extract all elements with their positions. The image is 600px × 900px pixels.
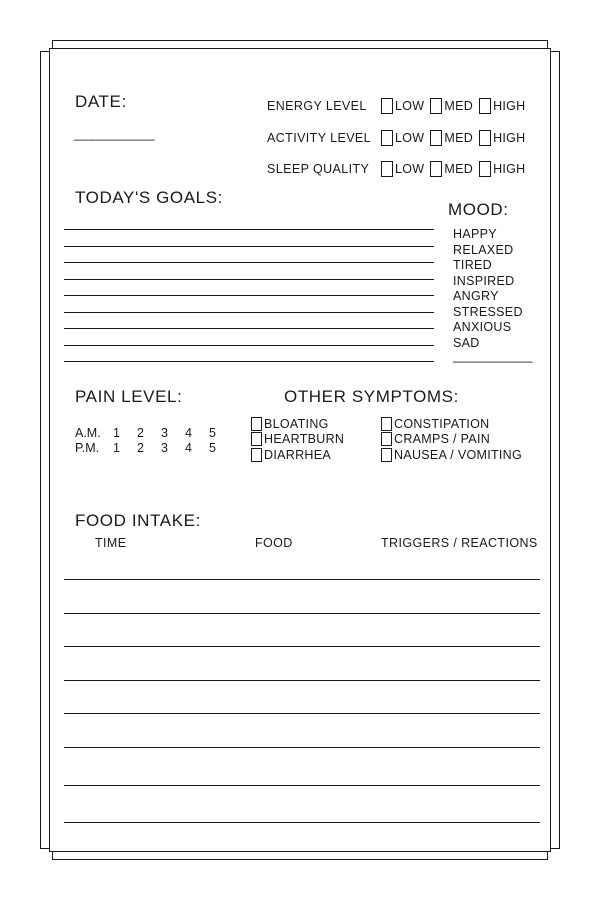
pain-value[interactable]: 2 — [137, 441, 144, 455]
checkbox[interactable] — [479, 161, 491, 177]
energy-med-option[interactable]: MED — [430, 98, 473, 114]
food-line[interactable] — [64, 579, 540, 580]
checkbox[interactable] — [381, 448, 392, 462]
food-col-time: TIME — [95, 536, 127, 550]
mood-item[interactable]: RELAXED — [453, 242, 514, 257]
goals-line[interactable] — [64, 295, 434, 296]
mood-item[interactable]: STRESSED — [453, 304, 523, 319]
symptoms-label: OTHER SYMPTOMS: — [284, 387, 459, 406]
mood-item[interactable]: INSPIRED — [453, 273, 515, 288]
food-line[interactable] — [64, 613, 540, 614]
rating-row-energy — [267, 96, 557, 116]
food-col-triggers: TRIGGERS / REACTIONS — [381, 536, 538, 550]
symptoms-col-1 — [251, 416, 344, 463]
pain-row-am — [75, 426, 233, 441]
checkbox[interactable] — [430, 98, 442, 114]
sleep-med-option[interactable]: MED — [430, 161, 473, 177]
energy-high-option[interactable]: HIGH — [479, 98, 525, 114]
goals-line[interactable] — [64, 345, 434, 346]
goals-line[interactable] — [64, 361, 434, 362]
food-line[interactable] — [64, 713, 540, 714]
checkbox[interactable] — [479, 98, 491, 114]
symptom-heartburn[interactable]: HEARTBURN — [251, 432, 344, 448]
symptom-nausea[interactable]: NAUSEA / VOMITING — [381, 447, 522, 463]
pain-row-label: A.M. — [75, 426, 101, 440]
food-line[interactable] — [64, 822, 540, 823]
pain-value[interactable]: 3 — [161, 426, 168, 440]
food-line[interactable] — [64, 785, 540, 786]
checkbox[interactable] — [381, 161, 393, 177]
activity-med-option[interactable]: MED — [430, 130, 473, 146]
checkbox[interactable] — [430, 161, 442, 177]
ratings-block — [267, 96, 557, 179]
checkbox[interactable] — [251, 417, 262, 431]
goals-line[interactable] — [64, 246, 434, 247]
pain-value[interactable]: 1 — [113, 441, 120, 455]
energy-low-option[interactable]: LOW — [381, 98, 424, 114]
mood-blank[interactable]: ___________ — [453, 349, 533, 363]
rating-row-activity — [267, 128, 557, 148]
mood-item[interactable]: HAPPY — [453, 227, 497, 241]
activity-low-option[interactable]: LOW — [381, 130, 424, 146]
food-line[interactable] — [64, 646, 540, 647]
date-blank[interactable]: ___________ — [74, 127, 155, 141]
pain-value[interactable]: 2 — [137, 426, 144, 440]
mood-item[interactable]: TIRED — [453, 258, 492, 272]
goals-line[interactable] — [64, 262, 434, 263]
rating-label-activity: ACTIVITY LEVEL — [267, 130, 372, 145]
mood-label: MOOD: — [448, 200, 509, 219]
mood-item[interactable]: SAD — [453, 335, 480, 350]
pain-label: PAIN LEVEL: — [75, 387, 183, 406]
checkbox[interactable] — [381, 417, 392, 431]
checkbox[interactable] — [479, 130, 491, 146]
food-line[interactable] — [64, 747, 540, 748]
symptom-cramps[interactable]: CRAMPS / PAIN — [381, 432, 522, 448]
mood-list — [453, 227, 533, 365]
rating-label-sleep: SLEEP QUALITY — [267, 162, 370, 176]
goals-label: TODAY'S GOALS: — [75, 188, 224, 207]
symptom-diarrhea[interactable]: DIARRHEA — [251, 447, 344, 463]
symptoms-col-2 — [381, 416, 522, 463]
food-label: FOOD INTAKE: — [75, 511, 201, 530]
pain-value[interactable]: 4 — [185, 441, 192, 455]
checkbox[interactable] — [430, 130, 442, 146]
checkbox[interactable] — [381, 130, 393, 146]
symptom-bloating[interactable]: BLOATING — [251, 416, 344, 432]
rating-label-energy: ENERGY LEVEL — [267, 99, 367, 113]
food-col-food: FOOD — [255, 536, 293, 550]
checkbox[interactable] — [251, 432, 262, 446]
pain-scale — [75, 426, 233, 456]
pain-row-label: P.M. — [75, 441, 100, 455]
pain-row-pm — [75, 441, 233, 456]
goals-line[interactable] — [64, 328, 434, 329]
activity-high-option[interactable]: HIGH — [479, 130, 525, 146]
pain-value[interactable]: 5 — [209, 426, 216, 440]
date-label: DATE: — [75, 92, 127, 111]
pain-value[interactable]: 5 — [209, 441, 216, 455]
checkbox[interactable] — [381, 98, 393, 114]
sleep-low-option[interactable]: LOW — [381, 161, 424, 177]
sleep-high-option[interactable]: HIGH — [479, 161, 525, 177]
goals-line[interactable] — [64, 312, 434, 313]
pain-value[interactable]: 4 — [185, 426, 192, 440]
checkbox[interactable] — [251, 448, 262, 462]
pain-value[interactable]: 1 — [113, 426, 120, 440]
goals-line[interactable] — [64, 229, 434, 230]
food-line[interactable] — [64, 680, 540, 681]
checkbox[interactable] — [381, 432, 392, 446]
mood-item[interactable]: ANGRY — [453, 289, 499, 303]
rating-row-sleep — [267, 159, 557, 179]
symptom-constipation[interactable]: CONSTIPATION — [381, 416, 522, 432]
goals-line[interactable] — [64, 279, 434, 280]
pain-value[interactable]: 3 — [161, 441, 168, 455]
mood-item[interactable]: ANXIOUS — [453, 320, 512, 334]
